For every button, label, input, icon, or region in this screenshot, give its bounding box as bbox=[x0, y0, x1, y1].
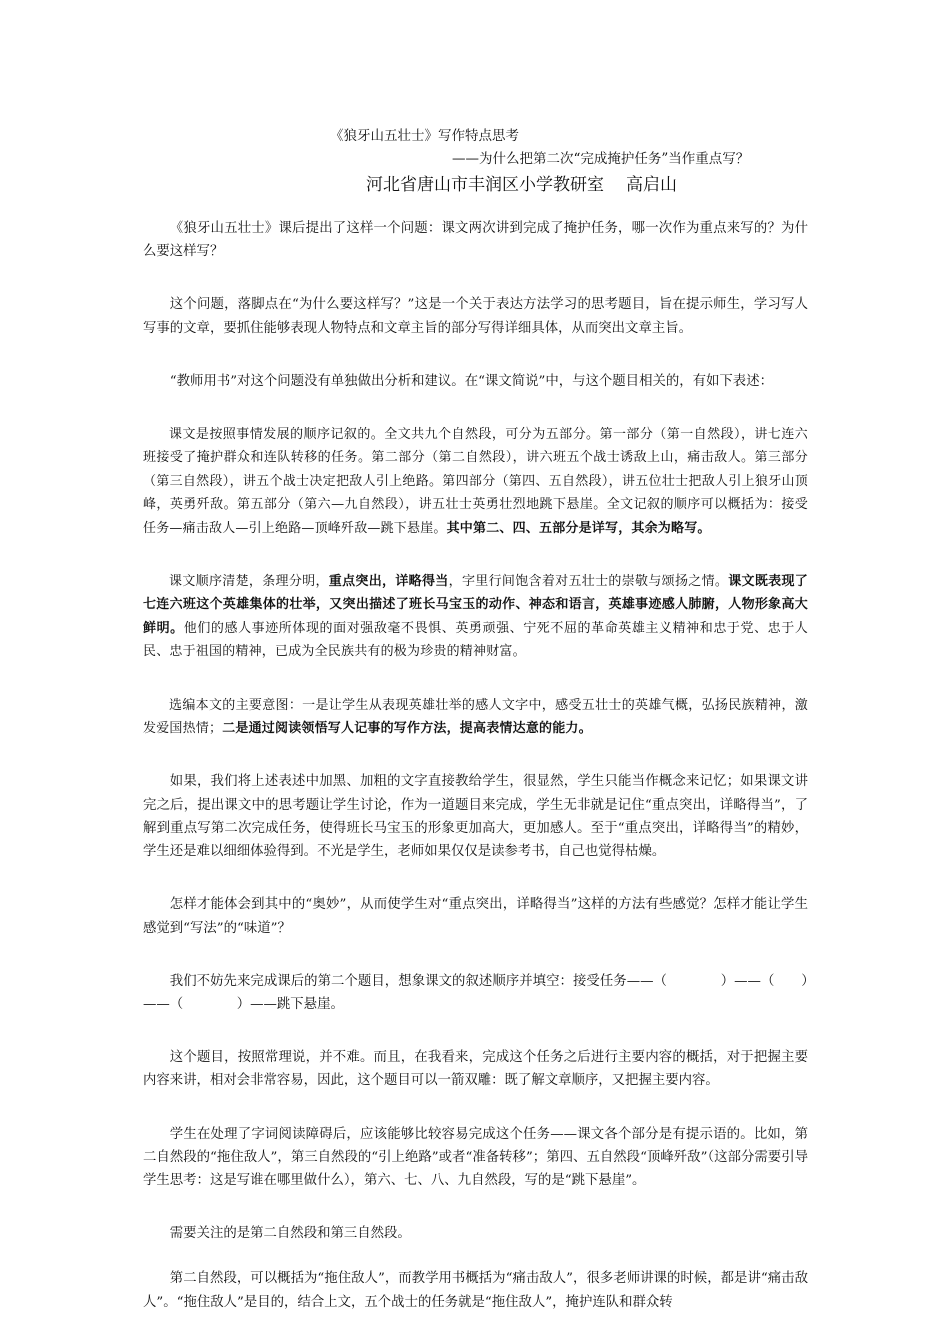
paragraph-13: 第二自然段，可以概括为“拖住敌人”，而教学用书概括为“痛击敌人”，很多老师讲课的时候，都是讲“痛击敌人”。“拖住敌人”是目的，结合上文，五个战士的任务就是“拖住敌人”，掩护连队和群众转 bbox=[143, 1271, 808, 1310]
quote-paragraph-2 bbox=[143, 570, 808, 664]
paragraph-8: 怎样才能体会到其中的“奥妙”，从而使学生对“重点突出，详略得当”这样的方法有些感觉？怎样才能让学生感觉到“写法”的“味道”？ bbox=[143, 897, 808, 936]
document-body bbox=[143, 217, 808, 1344]
bold-text: 课文既表现了七连六班这个英雄集体的壮举，又突出描述了班长马宝玉的动作、神态和语言，英雄事迹感人肺腑，人物形象高大鲜明。 bbox=[143, 574, 809, 636]
paragraph-10: 这个题目，按照常理说，并不难。而且，在我看来，完成这个任务之后进行主要内容的概括，对于把握主要内容来讲，相对会非常容易，因此，这个题目可以一箭双雕：既了解文章顺序，又把握主要内容。 bbox=[143, 1050, 808, 1089]
quote-text: 他们的感人事迹所体现的面对强敌毫不畏惧、英勇顽强、宁死不屈的革命英雄主义精神和忠于党、忠于人民、忠于祖国的精神，已成为全民族共有的极为珍贵的精神财富。 bbox=[143, 620, 809, 660]
paragraph-9: 我们不妨先来完成课后的第二个题目，想象课文的叙述顺序并填空：接受任务——（ ）——（ ）——（ ）——跳下悬崖。 bbox=[143, 973, 808, 1012]
paragraph-7: 如果，我们将上述表述中加黑、加粗的文字直接教给学生，很显然，学生只能当作概念来记忆；如果课文讲完之后，提出课文中的思考题让学生讨论，作为一道题目来完成，学生无非就是记住“重点突出，详略得当”，了解到重点写第二次完成任务，使得班长马宝玉的形象更加高大，更加感人。至于“重点突出，详略得当”的精妙，学生还是难以细细体验得到。不光是学生，老师如果仅仅是读参考书，自己也觉得枯燥。 bbox=[143, 774, 808, 860]
paragraph-11: 学生在处理了字词阅读障碍后，应该能够比较容易完成这个任务——课文各个部分是有提示语的。比如，第二自然段的“拖住敌人”，第三自然段的“引上绝路”或者“准备转移”；第四、五自然段“顶峰歼敌”（这部分需要引导学生思考：这是写谁在哪里做什么），第六、七、八、九自然段，写的是“跳下悬崖”。 bbox=[143, 1126, 808, 1188]
paragraph-1: 《狼牙山五壮士》课后提出了这样一个问题：课文两次讲到完成了掩护任务，哪一次作为重点来写的？为什么要这样写？ bbox=[143, 221, 808, 260]
quote-text: ，字里行间饱含着对五壮士的崇敬与颂扬之情。 bbox=[448, 574, 729, 590]
quote-paragraph-1 bbox=[143, 423, 808, 540]
document-subtitle: ——为什么把第二次“完成掩护任务”当作重点写？ bbox=[452, 151, 750, 167]
document-title: 《狼牙山五壮士》写作特点思考 bbox=[330, 128, 519, 144]
quote-paragraph-3 bbox=[143, 694, 808, 741]
author-name: 高启山 bbox=[626, 175, 677, 195]
bold-text: 二是通过阅读领悟写人记事的写作方法，提高表情达意的能力。 bbox=[222, 721, 592, 737]
bold-text: 其中第二、四、五部分是详写，其余为略写。 bbox=[446, 520, 711, 536]
author-org: 河北省唐山市丰润区小学教研室 bbox=[366, 175, 604, 195]
bold-text: 重点突出，详略得当 bbox=[328, 574, 449, 590]
paragraph-2: 这个问题，落脚点在“为什么要这样写？”这是一个关于表达方法学习的思考题目，旨在提示师生，学习写人写事的文章，要抓住能够表现人物特点和文章主旨的部分写得详细具体，从而突出文章主旨。 bbox=[143, 297, 808, 336]
author-line bbox=[366, 172, 677, 198]
quote-text: 选编本文的主要意图：一是让学生从表现英雄壮举的感人文字中，感受五壮士的英雄气概，弘扬民族精神，激发爱国热情； bbox=[143, 697, 808, 737]
paragraph-3: “教师用书”对这个问题没有单独做出分析和建议。在“课文简说”中，与这个题目相关的，有如下表述： bbox=[169, 373, 773, 389]
paragraph-12: 需要关注的是第二自然段和第三自然段。 bbox=[169, 1226, 411, 1242]
quote-text: 课文是按照事情发展的顺序记叙的。全文共九个自然段，可分为五部分。第一部分（第一自然段），讲七连六班接受了掩护群众和连队转移的任务。第二部分（第二自然段），讲六班五个战士诱敌上山，痛击敌人。第三部分（第三自然段），讲五个战士决定把敌人引上绝路。第四部分（第四、五自然段），讲五位壮士把敌人引上狼牙山顶峰，英勇歼敌。第五部分（第六—九自然段），讲五壮士英勇壮烈地跳下悬崖。全文记叙的顺序可以概括为：接受任务—痛击敌人—引上绝路—顶峰歼敌—跳下悬崖。 bbox=[143, 427, 808, 536]
quote-text: 课文顺序清楚，条理分明， bbox=[169, 574, 329, 590]
